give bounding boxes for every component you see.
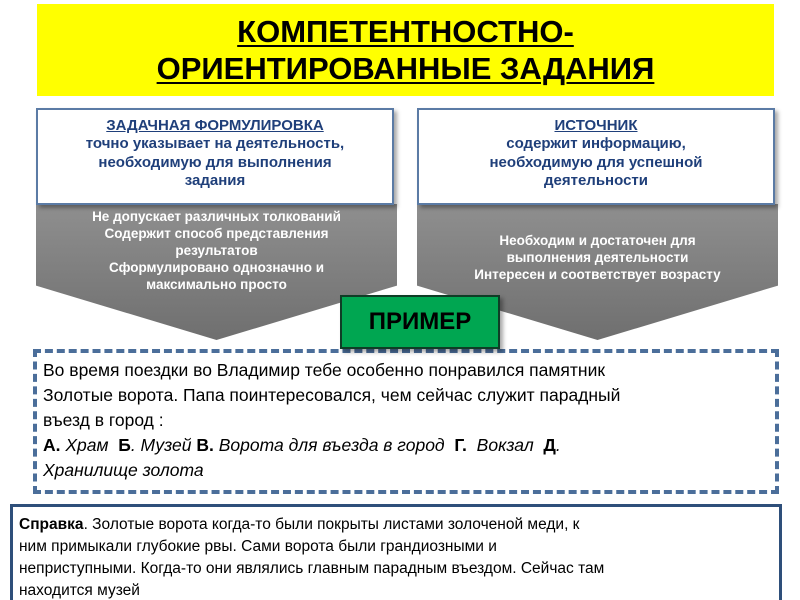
option-letter: Б bbox=[118, 435, 131, 455]
left-criteria-text bbox=[36, 208, 397, 293]
reference-line bbox=[19, 514, 773, 536]
right-criteria-text bbox=[417, 232, 778, 283]
source-line: содержит информацию, bbox=[506, 135, 686, 152]
title-banner bbox=[37, 4, 774, 96]
source-line: необходимую для успешной bbox=[489, 153, 703, 171]
example-task-box bbox=[33, 349, 779, 494]
example-label bbox=[340, 295, 500, 349]
answer-option-last: Хранилище золота bbox=[43, 460, 204, 480]
criteria-item: Интересен и соответствует возрасту bbox=[474, 267, 721, 282]
reference-line: находится музей bbox=[19, 582, 140, 599]
title-line-2: ОРИЕНТИРОВАННЫЕ ЗАДАНИЯ bbox=[156, 51, 655, 86]
task-wording-line: точно указывает на деятельность, bbox=[85, 135, 345, 152]
reference-label: Справка bbox=[19, 516, 84, 533]
criteria-item: выполнения деятельности bbox=[506, 250, 689, 265]
criteria-item: Не допускает различных толкований bbox=[92, 209, 341, 224]
criteria-item: Содержит способ представления bbox=[104, 226, 329, 241]
option-text: Храм bbox=[65, 435, 109, 455]
task-wording-heading: ЗАДАЧНАЯ ФОРМУЛИРОВКА bbox=[106, 117, 324, 134]
criteria-item: Сформулировано однозначно и bbox=[109, 260, 324, 275]
task-wording-line: необходимую для выполнения bbox=[98, 153, 332, 171]
option-text: . Музей bbox=[130, 435, 192, 455]
task-text-line: Золотые ворота. Папа поинтересовался, чем сейчас служит парадный bbox=[43, 385, 621, 405]
answer-options bbox=[43, 433, 769, 458]
source-line: деятельности bbox=[544, 172, 648, 189]
source-box bbox=[417, 108, 775, 205]
option-text: Вокзал bbox=[476, 435, 534, 455]
option-letter: Г. bbox=[454, 435, 467, 455]
criteria-item: результатов bbox=[175, 243, 258, 258]
option-text: . bbox=[555, 435, 561, 455]
option-text: Ворота для въезда в город bbox=[218, 435, 445, 455]
option-letter: В. bbox=[196, 435, 214, 455]
reference-line: неприступными. Когда-то они являлись главным парадным въездом. Сейчас там bbox=[19, 560, 605, 577]
task-wording-box bbox=[36, 108, 394, 205]
criteria-item: максимально просто bbox=[146, 277, 287, 292]
task-text-line: Во время поездки во Владимир тебе особенно понравился памятник bbox=[43, 360, 606, 380]
option-letter: А. bbox=[43, 435, 61, 455]
example-label-text: ПРИМЕР bbox=[368, 308, 472, 335]
title-line-1: КОМПЕТЕНТНОСТНО- bbox=[237, 14, 574, 49]
task-wording-line: задания bbox=[184, 172, 246, 189]
reference-line: ним примыкали глубокие рвы. Сами ворота были грандиозными и bbox=[19, 538, 497, 555]
option-letter: Д bbox=[543, 435, 556, 455]
reference-box bbox=[10, 504, 782, 600]
criteria-item: Необходим и достаточен для bbox=[499, 233, 696, 248]
source-heading: ИСТОЧНИК bbox=[554, 117, 638, 134]
reference-text: . Золотые ворота когда-то были покрыты листами золоченой меди, к bbox=[83, 516, 580, 533]
task-text-line: въезд в город : bbox=[43, 410, 164, 430]
